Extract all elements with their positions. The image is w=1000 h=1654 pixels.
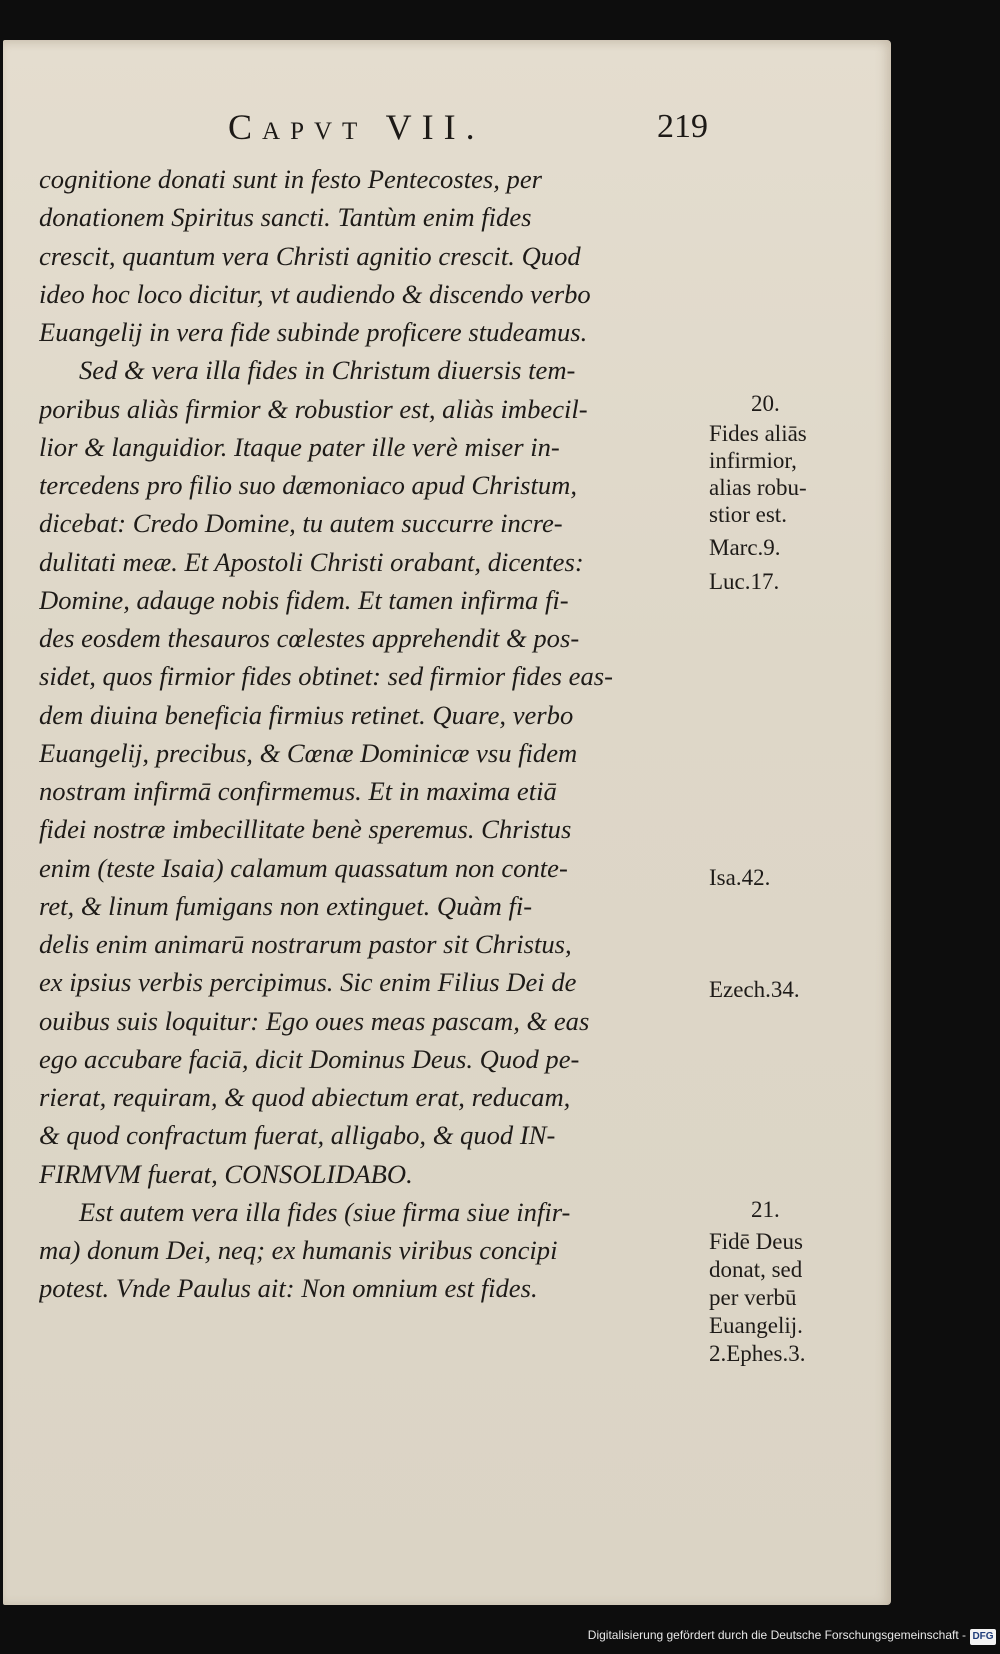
text-line: & quod confractum fuerat, alligabo, & quod IN- [39,1120,556,1151]
margin-note: alias robu- [709,475,807,500]
margin-note: Fidē Deus [709,1229,803,1254]
text-line: nostram infirmā confirmemus. Et in maxima etiā [39,776,557,806]
text-line: dem diuina beneficia firmius retinet. Quare, verbo [39,699,574,730]
margin-note-number: 21. [751,1197,780,1222]
text-line: ideo hoc loco dicitur, vt audiendo & discendo verbo [39,278,591,309]
text-line: sidet, quos firmior fides obtinet: sed firmior fides eas- [39,661,613,692]
text-line: des eosdem thesauros cœlestes apprehendit & pos- [39,623,580,653]
text-line: delis enim animarū nostrarum pastor sit Christus, [39,929,572,959]
margin-note-reference: Marc.9. [709,535,781,560]
text-line: donationem Spiritus sancti. Tantùm enim fides [39,202,532,233]
margin-note-reference: Ezech.34. [709,977,800,1002]
margin-note: Fides aliās [709,421,807,446]
text-line: Euangelij in vera fide subinde proficere studeamus. [39,317,588,347]
margin-note-number: 20. [751,391,780,416]
text-line: dicebat: Credo Domine, tu autem succurre incre- [39,508,563,539]
main-text-block [39,160,711,1308]
margin-note-reference: Luc.17. [709,569,780,594]
margin-note: Euangelij. [709,1313,803,1338]
text-line: Sed & vera illa fides in Christum diuersis tem- [79,355,576,386]
text-line: tercedens pro filio suo dæmoniaco apud Christum, [39,470,578,500]
text-line: Euangelij, precibus, & Cœnæ Dominicæ vsu fidem [39,737,578,768]
margin-note-reference: 2.Ephes.3. [709,1341,806,1366]
margin-note: stior est. [709,502,787,527]
text-line: ma) donum Dei, neq; ex humanis viribus concipi [39,1235,558,1265]
text-line: poribus aliàs firmior & robustior est, aliàs imbecil- [39,393,588,424]
text-line: cognitione donati sunt in festo Pentecostes, per [39,164,542,194]
text-line: crescit, quantum vera Christi agnitio crescit. Quod [39,240,581,271]
text-line: FIRMVM fuerat, CONSOLIDABO. [39,1158,413,1189]
text-line: enim (teste Isaia) calamum quassatum non conte- [39,852,568,883]
book-page [3,40,891,1605]
text-line: rierat, requiram, & quod abiectum erat, reducam, [39,1082,571,1112]
text-line: fidei nostræ imbecillitate benè speremus. Christus [39,814,572,845]
text-line: ouibus suis loquitur: Ego oues meas pascam, & eas [39,1005,590,1036]
dfg-logo: DFG [970,1629,996,1645]
page-number: 219 [657,108,708,145]
text-line: ego accubare faciā, dicit Dominus Deus. Quod pe- [39,1043,580,1074]
text-line: ex ipsius verbis percipimus. Sic enim Filius Dei de [39,967,577,998]
running-title: Capvt VII. [228,107,485,147]
text-line: potest. Vnde Paulus ait: Non omnium est fides. [39,1273,538,1304]
text-line: Est autem vera illa fides (siue firma siue infir- [79,1196,571,1227]
margin-note: infirmior, [709,448,797,473]
margin-note-reference: Isa.42. [709,865,771,890]
digitization-credit: Digitalisierung gefördert durch die Deutsche Forschungsgemeinschaft - [587,1628,966,1642]
text-line: Domine, adauge nobis fidem. Et tamen infirma fi- [39,584,569,615]
margin-note: per verbū [709,1285,797,1310]
text-line: dulitati meæ. Et Apostoli Christi orabant, dicentes: [39,546,584,577]
margin-note: donat, sed [709,1257,803,1282]
text-line: ret, & linum fumigans non extinguet. Quàm fi- [39,890,533,921]
text-line: lior & languidior. Itaque pater ille verè miser in- [39,431,560,462]
page-header [228,106,708,156]
